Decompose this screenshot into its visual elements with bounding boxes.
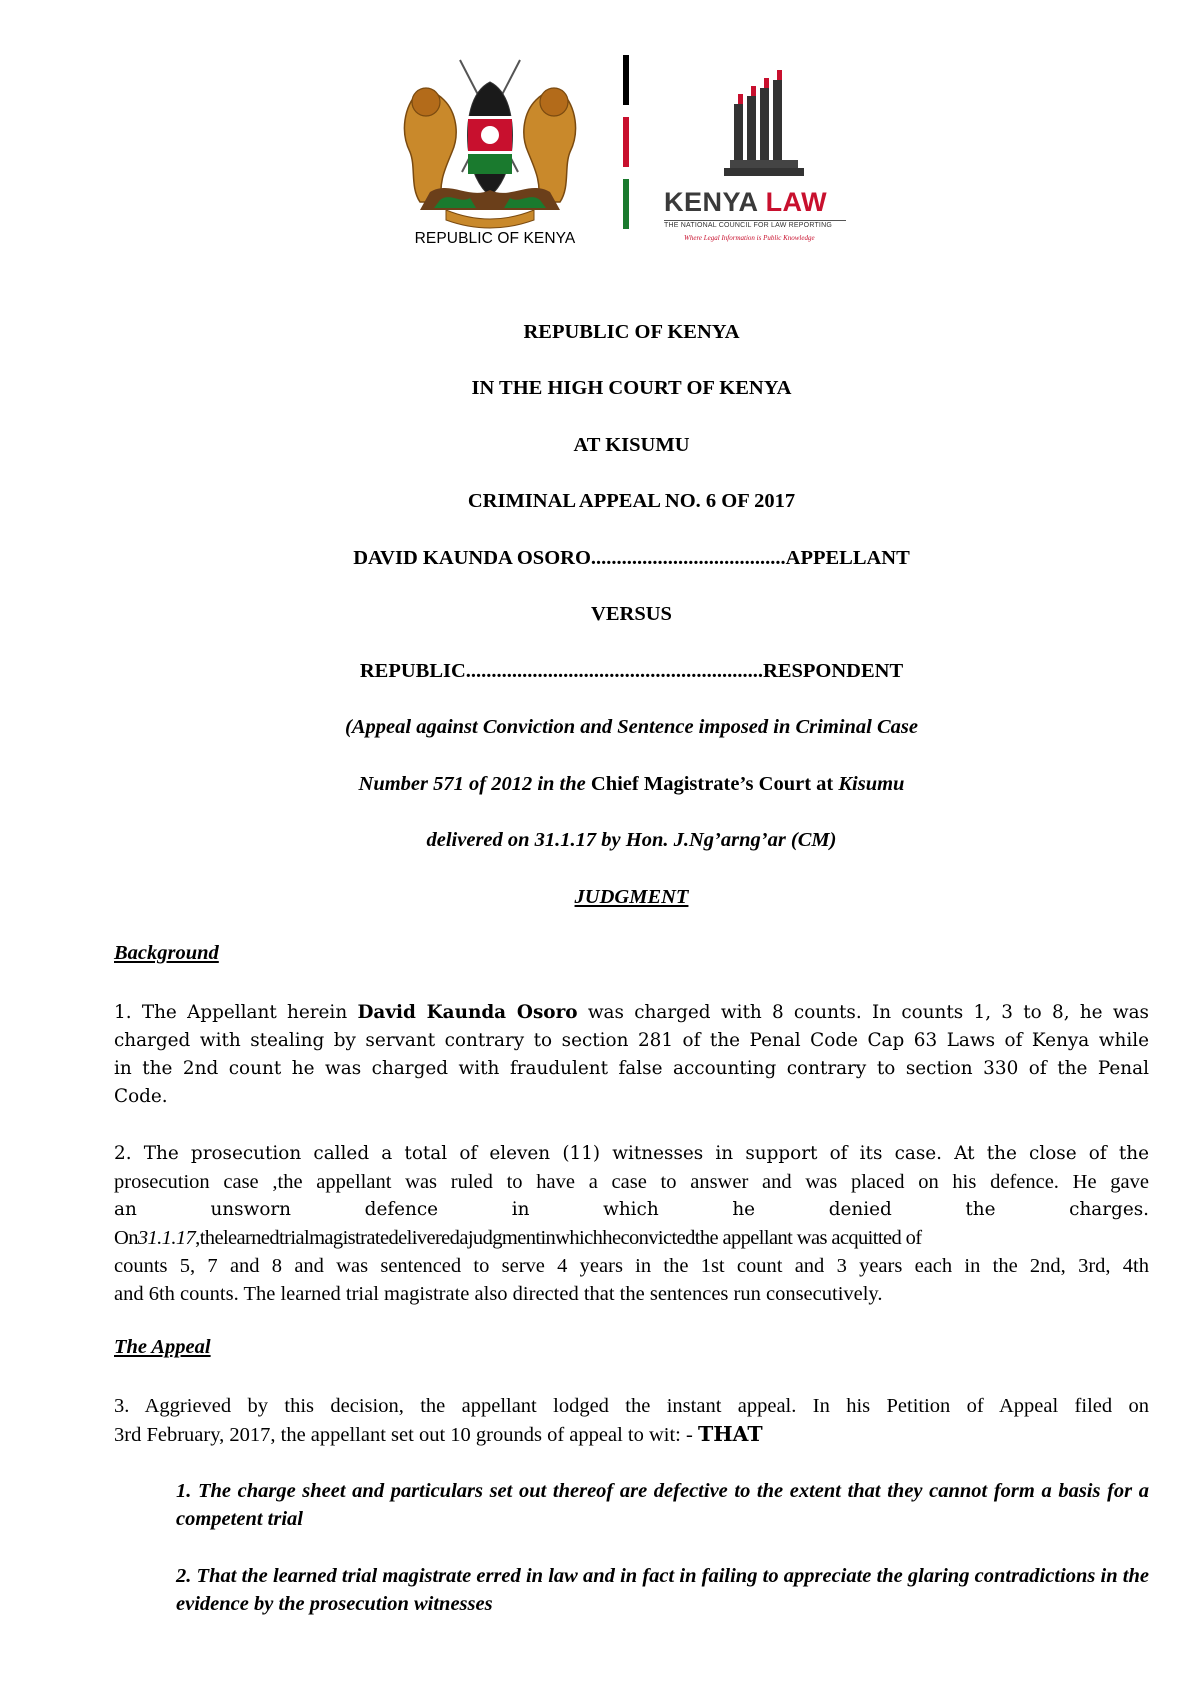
coat-of-arms-logo — [390, 52, 590, 250]
ground-of-appeal-2: 2. That the learned trial magistrate erred in law and in fact in failing to appreciate the glaring contradictions in the evidence by the prosecution witnesses — [176, 1565, 1149, 1615]
paragraph-1-line-1: 1. The Appellant herein David Kaunda Osoro was charged with 8 counts. In counts 1, 3 to 8, he was — [114, 1002, 1149, 1023]
coat-of-arms-icon — [390, 52, 590, 230]
kenya-law-subtitle: THE NATIONAL COUNCIL FOR LAW REPORTING — [664, 222, 832, 229]
judgment-title: JUDGMENT — [574, 886, 689, 908]
caption-versus: VERSUS — [591, 603, 672, 625]
appellant-name: David Kaunda Osoro — [357, 1002, 578, 1023]
flag-divider — [623, 55, 629, 247]
caption-court: IN THE HIGH COURT OF KENYA — [471, 377, 792, 399]
caption-appeal-line-1: (Appeal against Conviction and Sentence imposed in Criminal Case — [345, 716, 918, 738]
coat-of-arms-caption: REPUBLIC OF KENYA — [414, 230, 576, 247]
caption-appeal-line-3: delivered on 31.1.17 by Hon. J.Ng’arng’ar (CM) — [426, 829, 837, 851]
section-heading-background: Background — [114, 942, 219, 964]
ground-of-appeal-1: 1. The charge sheet and particulars set out thereof are defective to the extent that they cannot form a basis for a competent trial — [176, 1480, 1149, 1530]
kenya-law-wordmark: KENYA LAW — [664, 187, 828, 217]
paragraph-3: 3. Aggrieved by this decision, the appellant lodged the instant appeal. In his Petition of Appeal filed on 3rd February, 2017, the appellant set out 10 grounds of appeal to wit: - THAT — [114, 1392, 1149, 1449]
caption-appellant: DAVID KAUNDA OSORO......................................APPELLANT — [353, 547, 910, 569]
kenya-law-pillar-icon — [720, 70, 810, 182]
caption-case-number: CRIMINAL APPEAL NO. 6 OF 2017 — [467, 490, 796, 512]
paragraph-2: 2. The prosecution called a total of eleven (11) witnesses in support of its case. At the close of the prosecution case ,the appellant was ruled to have a case to answer and was placed on his defence. He gave an unsworn defence in which he denied the charges. On31.1.17,thelearnedtrialmagistratedeliveredajudgmentinwhichheconvictedthe appellant was acquitted of counts 5, 7 and 8 and was sentenced to serve 4 years in the 1st count and 3 years each in the 2nd, 3rd, 4th and 6th counts. The learned trial magistrate also directed that the sentences run consecutively. — [114, 1143, 1149, 1305]
kenya-law-tagline: Where Legal Information is Public Knowledge — [684, 234, 815, 242]
paragraph-1: 1. The Appellant herein David Kaunda Osoro was charged with 8 counts. In counts 1, 3 to 8, he was charged with stealing by servant contrary to section 281 of the Penal Code Cap 63 Laws of Kenya while in the 2nd count he was charged with fraudulent false accounting contrary to section 330 of the Penal Code. — [114, 999, 1149, 1111]
section-heading-appeal: The Appeal — [114, 1336, 211, 1358]
caption-respondent: REPUBLIC..........................................................RESPONDENT — [359, 660, 904, 682]
caption-location: AT KISUMU — [573, 434, 690, 456]
caption-appeal-line-2: Number 571 of 2012 in the Chief Magistrate’s Court at Kisumu — [358, 773, 905, 795]
paragraph-3-line-2: 3rd February, 2017, the appellant set out 10 grounds of appeal to wit: - THAT — [114, 1422, 763, 1446]
kenya-law-rule — [664, 220, 846, 221]
caption-republic: REPUBLIC OF KENYA — [523, 321, 740, 343]
paragraph-2-line-4: On31.1.17,thelearnedtrialmagistratedeliveredajudgmentinwhichheconvictedthe appellant was acquitted of — [114, 1227, 922, 1249]
kenya-law-logo — [660, 70, 870, 250]
